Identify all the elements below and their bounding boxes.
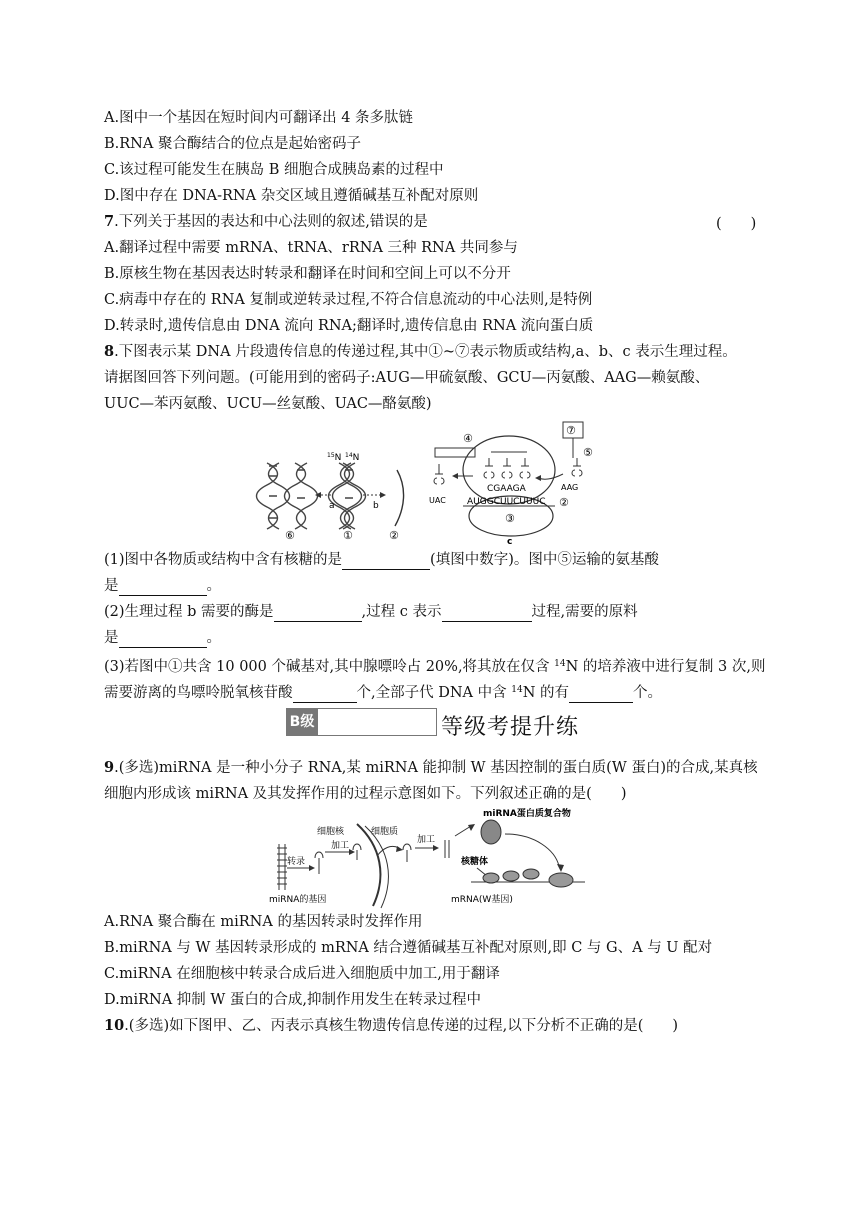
cytoplasm-label: 细胞质 — [371, 827, 399, 837]
answer-blank[interactable] — [119, 579, 207, 596]
q8-sub2-line2 — [104, 628, 221, 648]
label-2-right: ② — [559, 496, 569, 509]
anticodon-seq: CGAAGA — [487, 484, 526, 494]
complex-arrow — [455, 826, 471, 836]
label-2-left: ② — [389, 529, 399, 542]
section-header — [286, 708, 606, 742]
label-4: ④ — [463, 432, 473, 445]
q10-stem — [104, 1016, 678, 1036]
label-3: ③ — [505, 512, 515, 525]
q10-stem-text: .(多选)如下图甲、乙、丙表示真核生物遗传信息传递的过程,以下分析不正确的是( ) — [124, 1018, 679, 1034]
q8-sub2-line1 — [104, 602, 638, 622]
q6-option-d: D.图中存在 DNA-RNA 杂交区域且遵循碱基互补配对原则 — [104, 188, 479, 204]
label-c: c — [507, 537, 513, 546]
q7-stem-text: .下列关于基因的表达和中心法则的叙述,错误的是 — [114, 214, 428, 230]
answer-blank[interactable] — [293, 686, 357, 703]
section-badge: B级 — [286, 708, 318, 736]
q9-option-b: B.miRNA 与 W 基因转录形成的 mRNA 结合遵循碱基互补配对原则,即 C 与 G、A 与 U 配对 — [104, 940, 713, 956]
section-badge-box — [318, 708, 437, 736]
answer-blank[interactable] — [119, 631, 207, 648]
q8-stem-line2: 请据图回答下列问题。(可能用到的密码子:AUG—甲硫氨酸、GCU—丙氨酸、AAG—赖氨酸、 — [104, 370, 710, 386]
gene-label: miRNA的基因 — [269, 895, 327, 905]
q8-sub3-text-b: N 的培养液中进行复制 3 次,则 — [565, 659, 766, 675]
q7-option-c: C.病毒中存在的 RNA 复制或逆转录过程,不符合信息流动的中心法则,是特例 — [104, 292, 593, 308]
answer-blank[interactable] — [569, 686, 633, 703]
trna-out-arrow-head — [452, 473, 458, 479]
superscript-14: 14 — [511, 685, 523, 695]
q8-sub2-text-b: ,过程 c 表示 — [361, 604, 442, 620]
q8-sub2-text-d: 是 — [104, 630, 119, 646]
n14-label: $^{14}$N — [345, 452, 360, 463]
q8-sub1-text-d: 。 — [206, 578, 221, 594]
ribosome-shapes — [483, 869, 573, 887]
q9-stem-line1 — [104, 758, 758, 778]
complex-shape — [481, 820, 501, 844]
q8-sub1-text-c: 是 — [104, 578, 119, 594]
pri-mirna — [315, 852, 323, 874]
q7-option-a: A.翻译过程中需要 mRNA、tRNA、rRNA 三种 RNA 共同参与 — [104, 240, 518, 256]
trna-in-arrow-head — [535, 475, 541, 481]
q8-sub3-text-c: 需要游离的鸟嘌呤脱氧核苷酸 — [104, 685, 293, 701]
mrna-seq: AUGGCUUCUUUC — [467, 497, 546, 507]
q9-option-c: C.miRNA 在细胞核中转录合成后进入细胞质中加工,用于翻译 — [104, 966, 500, 982]
export-arrow-head — [396, 846, 403, 852]
answer-blank[interactable] — [274, 605, 362, 622]
q8-sub3-text-e: N 的有 — [522, 685, 569, 701]
aag-label: AAG — [561, 483, 579, 492]
superscript-14: 14 — [554, 659, 566, 669]
label-5: ⑤ — [583, 446, 593, 459]
answer-blank[interactable] — [342, 553, 430, 570]
label-b: b — [373, 501, 379, 511]
arrow-b-head — [380, 492, 386, 498]
q7-answer-paren: ( ) — [716, 216, 757, 232]
mature-mirna — [445, 840, 449, 858]
q8-sub1-line2 — [104, 576, 221, 596]
mrna-w-label: mRNA(W基因) — [451, 895, 513, 905]
q8-sub3-text-a: (3)若图中①共含 10 000 个碱基对,其中腺嘌呤占 20%,将其放在仅含 — [104, 659, 555, 675]
transcription-label: 转录 — [287, 857, 306, 867]
n15-label: $^{15}$N — [327, 452, 342, 463]
q8-stem-line1 — [104, 342, 737, 362]
q10-number: 10 — [104, 1017, 125, 1034]
uac-label: UAC — [429, 496, 446, 505]
mrna-strand — [395, 470, 404, 526]
q9-stem-line2: 细胞内形成该 miRNA 及其发挥作用的过程示意图如下。下列叙述正确的是( ) — [104, 786, 627, 802]
processing-arrow-1-head — [349, 849, 355, 855]
q6-option-a: A.图中一个基因在短时间内可翻译出 4 条多肽链 — [104, 110, 414, 126]
q8-sub2-text-c: 过程,需要的原料 — [531, 604, 638, 620]
label-1: ① — [343, 529, 353, 542]
mirna-figure — [265, 806, 595, 910]
q8-sub2-text-e: 。 — [206, 630, 221, 646]
q7-option-b: B.原核生物在基因表达时转录和翻译在时间和空间上可以不分开 — [104, 266, 511, 282]
answer-blank[interactable] — [442, 605, 532, 622]
q7-number: 7 — [104, 213, 115, 230]
q9-option-d: D.miRNA 抑制 W 蛋白的合成,抑制作用发生在转录过程中 — [104, 992, 482, 1008]
inhibit-arrow-head — [557, 864, 564, 872]
dna-transmission-figure — [255, 418, 615, 546]
label-a: a — [329, 501, 335, 511]
nucleus-label: 细胞核 — [317, 827, 345, 837]
q8-sub3-line1 — [104, 654, 765, 677]
q6-option-c: C.该过程可能发生在胰岛 B 细胞合成胰岛素的过程中 — [104, 162, 444, 178]
q9-stem-text1: .(多选)miRNA 是一种小分子 RNA,某 miRNA 能抑制 W 基因控制的蛋白质(W 蛋白)的合成,某真核 — [114, 760, 758, 776]
q9-number: 9 — [104, 759, 115, 776]
complex-label: miRNA蛋白质复合物 — [483, 809, 571, 819]
mirna-gene-coil — [277, 844, 287, 890]
q8-sub3-line2 — [104, 680, 662, 703]
pre-mirna-cytoplasm — [403, 844, 411, 862]
q8-number: 8 — [104, 343, 115, 360]
q8-sub2-text-a: (2)生理过程 b 需要的酶是 — [104, 604, 274, 620]
inhibit-arrow — [505, 834, 559, 866]
trna-in-arrow — [539, 474, 563, 479]
q8-sub3-text-d: 个,全部子代 DNA 中含 — [356, 685, 512, 701]
processing-label-2: 加工 — [417, 835, 436, 845]
ribosome-label: 核糖体 — [461, 857, 489, 867]
q8-sub1-text-b: (填图中数字)。图中⑤运输的氨基酸 — [430, 552, 659, 568]
processing-label-1: 加工 — [331, 841, 350, 851]
label-7: ⑦ — [566, 424, 576, 437]
section-title: 等级考提升练 — [441, 715, 580, 740]
q6-option-b: B.RNA 聚合酶结合的位点是起始密码子 — [104, 136, 361, 152]
q8-stem-text1: .下图表示某 DNA 片段遗传信息的传递过程,其中①~⑦表示物质或结构,a、b、c 表示生理过程。 — [114, 344, 737, 360]
q7-stem — [104, 212, 428, 232]
q8-sub1-line1 — [104, 550, 659, 570]
transcription-arrow-head — [309, 865, 315, 871]
processing-arrow-2-head — [433, 845, 439, 851]
q8-sub1-text-a: (1)图中各物质或结构中含有核糖的是 — [104, 552, 343, 568]
export-arrow — [377, 846, 399, 856]
q8-stem-line3: UUC—苯丙氨酸、UCU—丝氨酸、UAC—酪氨酸) — [104, 396, 432, 412]
q8-sub3-text-f: 个。 — [632, 685, 662, 701]
q9-option-a: A.RNA 聚合酶在 miRNA 的基因转录时发挥作用 — [104, 914, 423, 930]
q7-option-d: D.转录时,遗传信息由 DNA 流向 RNA;翻译时,遗传信息由 RNA 流向蛋白质 — [104, 318, 594, 334]
label-6: ⑥ — [285, 529, 295, 542]
